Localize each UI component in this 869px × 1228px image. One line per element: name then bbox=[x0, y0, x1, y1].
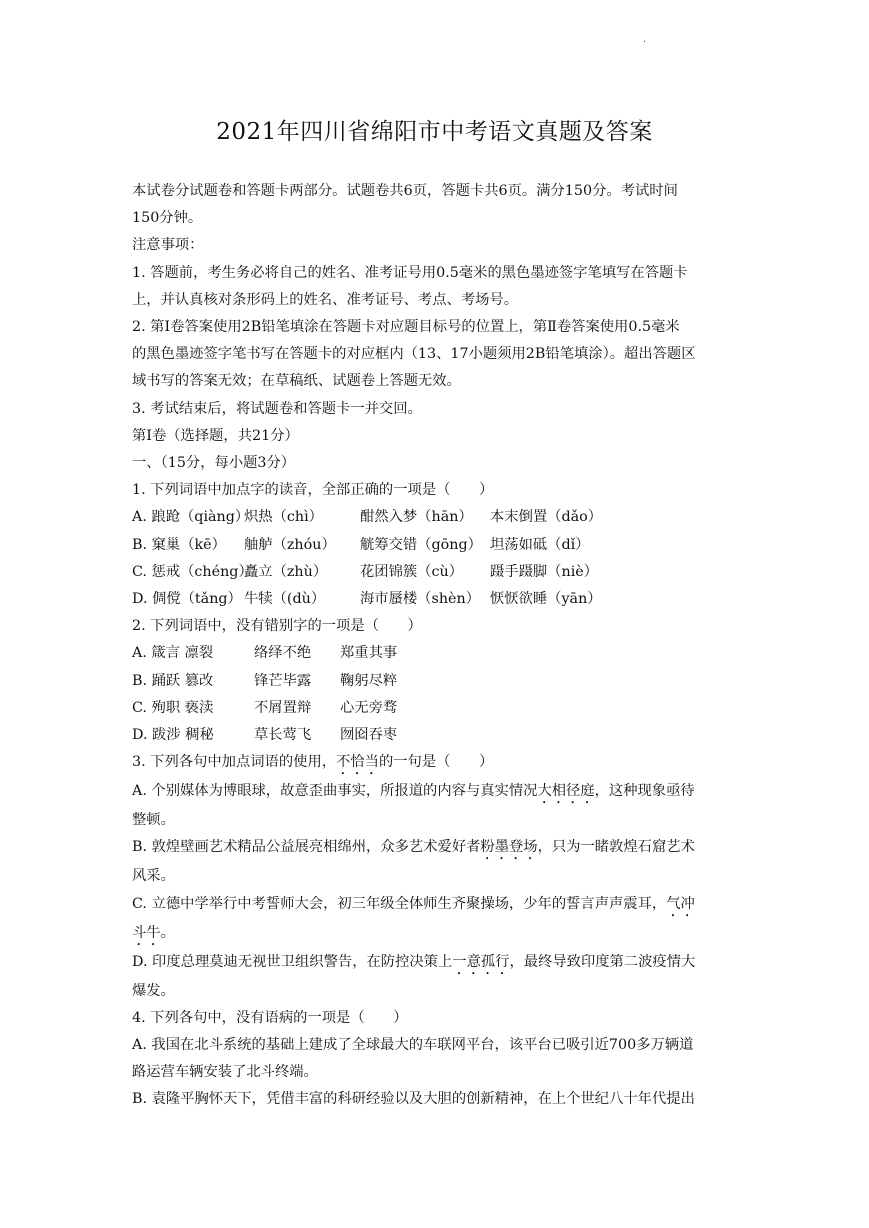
question-4-stem: 4. 下列各句中，没有语病的一项是（ ） bbox=[132, 1009, 408, 1026]
option-cell: D. 跋涉 稠秘 bbox=[132, 727, 214, 744]
text-segment: B. 敦煌壁画艺术精品公益展亮相绵州，众多艺术爱好者 bbox=[132, 839, 481, 856]
question-1-option-d bbox=[132, 586, 742, 613]
question-2-option-c bbox=[132, 695, 742, 722]
option-continuation: 风采。 bbox=[132, 868, 175, 885]
option-cell: A. 箴言 凛裂 bbox=[132, 645, 214, 662]
text-segment: ，最终导致印度第二波疫情大 bbox=[509, 953, 696, 970]
document-body bbox=[132, 178, 742, 1114]
question-2-option-a bbox=[132, 640, 742, 667]
section-heading: 第Ⅰ卷（选择题，共21分） bbox=[132, 427, 299, 444]
option-cell: 炽热（chì） bbox=[244, 509, 323, 526]
option-cell: A. 踉跄（qiàng） bbox=[132, 509, 250, 526]
intro-line: 本试卷分试题卷和答题卡两部分。试题卷共6页，答题卡共6页。满分150分。考试时间 bbox=[132, 183, 678, 199]
emphasized-text: 大相径庭 bbox=[537, 783, 595, 800]
emphasized-text: 斗牛 bbox=[132, 924, 161, 941]
note-line: 2. 第Ⅰ卷答案使用2B铅笔填涂在答题卡对应题目标号的位置上，第Ⅱ卷答案使用0.5毫米 bbox=[132, 319, 680, 336]
text-segment: C. 立德中学举行中考誓师大会，初三年级全体师生齐聚操场，少年的誓言声声震耳， bbox=[132, 895, 667, 912]
option-cell: 牛犊（(dù） bbox=[244, 591, 326, 608]
note-line: 上，并认真核对条形码上的姓名、准考证号、考点、考场号。 bbox=[132, 291, 519, 308]
text-segment: D. 印度总理莫迪无视世卫组织警告，在防控决策上 bbox=[132, 953, 453, 970]
option-cell: 不屑置辩 bbox=[254, 699, 312, 716]
option-cell: 郑重其事 bbox=[340, 645, 398, 662]
question-2-option-b bbox=[132, 668, 742, 695]
option-cell: 囫囵吞枣 bbox=[340, 727, 398, 744]
question-4-option-b: B. 袁隆平胸怀天下，凭借丰富的科研经验以及大胆的创新精神，在上个世纪八十年代提出 bbox=[132, 1091, 695, 1108]
option-cell: B. 踊跃 篡改 bbox=[132, 672, 214, 689]
option-cell: 锋芒毕露 bbox=[254, 672, 312, 689]
emphasized-text: 一意孤行 bbox=[452, 953, 510, 970]
option-cell: 草长莺飞 bbox=[254, 727, 312, 744]
intro-line: 150分钟。 bbox=[132, 210, 203, 227]
emphasized-text: 粉墨登场 bbox=[480, 839, 538, 856]
text-segment: ，只为一睹敦煌石窟艺术 bbox=[537, 839, 695, 856]
part-heading: 一、（15分，每小题3分） bbox=[132, 455, 296, 472]
question-1-option-b bbox=[132, 532, 742, 559]
text-segment: ，这种现象亟待 bbox=[594, 783, 695, 800]
question-2-stem: 2. 下列词语中，没有错别字的一项是（ ） bbox=[132, 618, 422, 635]
question-1-option-a bbox=[132, 504, 742, 531]
question-4-option-a: A. 我国在北斗系统的基础上建成了全球最大的车联网平台，该平台已吸引近700多万辆道 bbox=[132, 1037, 694, 1054]
question-3-option-b bbox=[132, 834, 742, 863]
option-cell: B. 窠巢（kē） bbox=[132, 536, 226, 553]
question-3-option-a bbox=[132, 778, 742, 807]
text-segment: 。 bbox=[160, 924, 175, 941]
emphasized-text: 气冲 bbox=[666, 895, 695, 912]
option-continuation: 路运营车辆安装了北斗终端。 bbox=[132, 1064, 318, 1081]
option-cell: D. 倜傥（tǎng） bbox=[132, 591, 242, 608]
note-line: 3. 考试结束后，将试题卷和答题卡一并交回。 bbox=[132, 400, 422, 417]
question-3-stem bbox=[132, 749, 742, 778]
option-cell: 恹恹欲睡（yān） bbox=[490, 591, 602, 608]
question-1-stem: 1. 下列词语中加点字的读音，全部正确的一项是（ ） bbox=[132, 482, 494, 499]
note-line: 域书写的答案无效；在草稿纸、试题卷上答题无效。 bbox=[132, 373, 461, 390]
question-2-option-d bbox=[132, 722, 742, 749]
option-cell: 心无旁骛 bbox=[340, 699, 398, 716]
text-segment: A. 个别媒体为博眼球，故意歪曲事实，所报道的内容与真实情况 bbox=[132, 783, 538, 800]
option-cell: C. 殉职 亵渎 bbox=[132, 699, 214, 716]
question-3-option-c bbox=[132, 891, 742, 920]
option-continuation: 整顿。 bbox=[132, 812, 175, 829]
option-continuation: 爆发。 bbox=[132, 982, 175, 999]
text-segment: 的一句是（ ） bbox=[378, 754, 494, 771]
question-3-option-d bbox=[132, 949, 742, 978]
option-cell: 本末倒置（dǎo） bbox=[490, 509, 603, 526]
option-cell: 酣然入梦（hān） bbox=[360, 509, 473, 526]
option-cell: 蹑手蹑脚（niè） bbox=[490, 563, 599, 580]
option-cell: 坦荡如砥（dǐ） bbox=[490, 536, 590, 553]
option-cell: 舳舻（zhóu） bbox=[244, 536, 336, 553]
page-title: 2021年四川省绵阳市中考语文真题及答案 bbox=[216, 119, 653, 145]
emphasized-text: 不恰当 bbox=[336, 754, 379, 771]
note-line: 1. 答题前，考生务必将自己的姓名、准考证号用0.5毫米的黑色墨迹签字笔填写在答题卡 bbox=[132, 264, 688, 281]
notes-heading: 注意事项： bbox=[132, 237, 204, 254]
option-cell: 矗立（zhù） bbox=[244, 563, 328, 580]
option-continuation bbox=[132, 920, 742, 949]
text-segment: 3. 下列各句中加点词语的使用， bbox=[132, 754, 337, 771]
option-cell: 花团锦簇（cù） bbox=[360, 563, 463, 580]
option-cell: 海市蜃楼（shèn） bbox=[360, 591, 480, 608]
option-cell: 觥筹交错（gōng） bbox=[360, 536, 482, 553]
question-1-option-c bbox=[132, 559, 742, 586]
header-mark: · bbox=[643, 37, 647, 48]
option-cell: C. 惩戒（chéng） bbox=[132, 563, 253, 580]
option-cell: 鞠躬尽粹 bbox=[340, 672, 398, 689]
note-line: 的黑色墨迹签字笔书写在答题卡的对应框内（13、17小题须用2B铅笔填涂）。超出答题区 bbox=[132, 346, 696, 363]
option-cell: 络绎不绝 bbox=[254, 645, 312, 662]
